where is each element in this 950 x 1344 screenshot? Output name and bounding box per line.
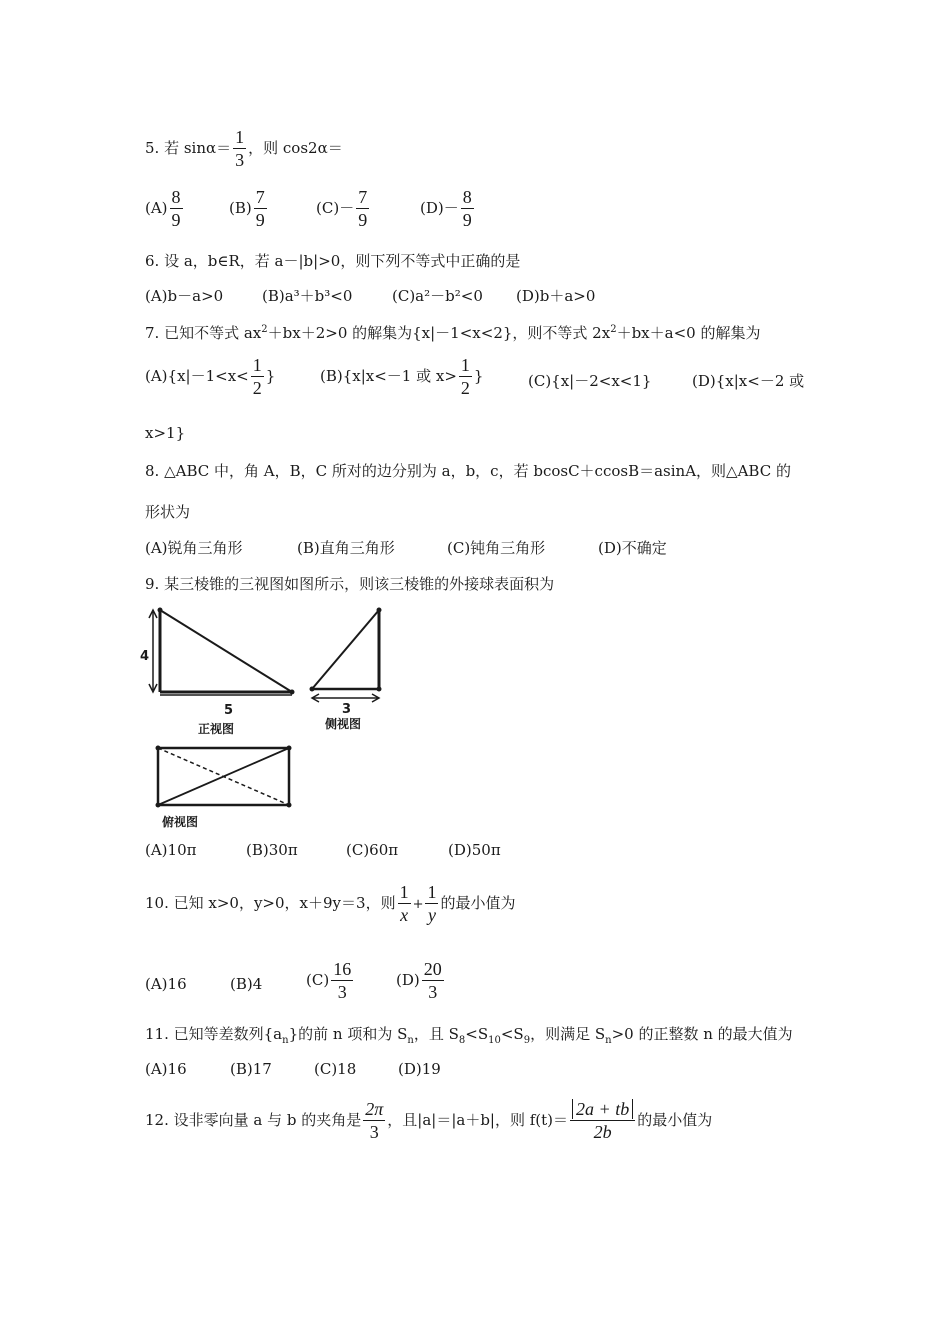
- fraction: $\frac{1}{2}$: [252, 355, 262, 398]
- fraction: $\frac{20}{3}$: [423, 959, 442, 1002]
- q5-option-b: (B) $\frac{7}{9}$: [229, 187, 265, 230]
- fraction: $\frac{1}{x}$: [399, 882, 409, 925]
- fraction: $\frac{8}{9}$: [462, 187, 472, 230]
- question-12: 12. 设非零向量 a 与 b 的夹角是 $\frac{2\pi}{3}$ ，且|a|＝|a＋b|，则 f(t)＝ $\frac{2a + tb}{2b}$ 的最小值为: [145, 1099, 713, 1142]
- question-7: 7. 已知不等式 $ax^2+bx+2>0$ 的解集为{x|－1<x<2}，则不等式 $2x^2+bx+a<0$ 的解集为: [145, 324, 761, 342]
- q6-option-d: (D)b＋a>0: [516, 287, 596, 305]
- fraction: $\frac{1}{2}$: [460, 355, 470, 398]
- top-view-label: 俯视图: [162, 815, 199, 829]
- q7-option-a: (A){x|－1<x< $\frac{1}{2}$ }: [145, 355, 276, 398]
- front-view-label: 正视图: [198, 722, 235, 736]
- q10-option-c: (C) $\frac{16}{3}$: [306, 959, 352, 1002]
- q11-option-d: (D)19: [398, 1060, 441, 1078]
- q7-option-b: (B){x|x<－1 或 x> $\frac{1}{2}$ }: [320, 355, 484, 398]
- front-view: [149, 610, 292, 695]
- dim-side-label: 3: [342, 702, 352, 717]
- fraction: $\frac{7}{9}$: [358, 187, 368, 230]
- side-view: [312, 610, 379, 702]
- fraction: $\frac{1}{3}$: [235, 127, 245, 170]
- q7-option-d-continued: x>1}: [145, 424, 186, 442]
- q5-option-d: (D)－ $\frac{8}{9}$: [420, 187, 472, 230]
- question-10: 10. 已知 x>0，y>0，x＋9y＝3，则 $\frac{1}{x}$ + $\frac{1}{y}$ 的最小值为: [145, 882, 516, 925]
- question-5: 5. 若 sinα＝ $\frac{1}{3}$ ，则 cos2α＝: [145, 127, 343, 170]
- question-9: 9. 某三棱锥的三视图如图所示，则该三棱锥的外接球表面积为: [145, 575, 555, 593]
- fraction: $\frac{2\pi}{3}$: [365, 1099, 384, 1142]
- fraction: $\frac{1}{y}$: [427, 882, 437, 925]
- q9-option-c: (C)60π: [346, 841, 399, 859]
- q10-option-d: (D) $\frac{20}{3}$: [396, 959, 442, 1002]
- side-view-label: 侧视图: [325, 717, 362, 731]
- q11-option-a: (A)16: [145, 1060, 187, 1078]
- q7-option-c: (C){x|－2<x<1}: [528, 372, 652, 390]
- q8-option-b: (B)直角三角形: [297, 539, 395, 557]
- q8-option-c: (C)钝角三角形: [447, 539, 546, 557]
- dim-height-label: 4: [140, 649, 150, 664]
- q11-option-c: (C)18: [314, 1060, 357, 1078]
- q9-option-b: (B)30π: [246, 841, 298, 859]
- q6-option-b: (B)a³＋b³<0: [262, 287, 353, 305]
- q9-option-a: (A)10π: [145, 841, 197, 859]
- top-view: [158, 748, 289, 805]
- fraction: $\frac{2a + tb}{2b}$: [570, 1100, 635, 1142]
- q11-option-b: (B)17: [230, 1060, 272, 1078]
- three-view-figure: [140, 600, 400, 835]
- question-8-continued: 形状为: [145, 503, 191, 521]
- q8-option-a: (A)锐角三角形: [145, 539, 243, 557]
- q5-option-a: (A) $\frac{8}{9}$: [145, 187, 181, 230]
- q9-option-d: (D)50π: [448, 841, 501, 859]
- q5-option-c: (C)－ $\frac{7}{9}$: [316, 187, 368, 230]
- q10-option-a: (A)16: [145, 975, 187, 993]
- question-8: 8. △ABC 中，角 A，B，C 所对的边分别为 a，b，c，若 bcosC＋ccosB＝asinA，则△ABC 的: [145, 462, 791, 480]
- question-6: 6. 设 a，b∈R，若 a－|b|>0，则下列不等式中正确的是: [145, 252, 521, 270]
- q7-option-d: (D){x|x<－2 或: [692, 372, 805, 390]
- q6-option-a: (A)b－a>0: [145, 287, 224, 305]
- fraction: $\frac{16}{3}$: [333, 959, 352, 1002]
- fraction: $\frac{8}{9}$: [171, 187, 181, 230]
- q8-option-d: (D)不确定: [598, 539, 667, 557]
- dim-front-label: 5: [224, 703, 234, 718]
- fraction: $\frac{7}{9}$: [255, 187, 265, 230]
- q10-option-b: (B)4: [230, 975, 263, 993]
- question-11: 11. 已知等差数列$\{a_n\}$的前 n 项和为 $S_n$，且 $S_8<S_{10}<S_9$，则满足 $S_n>0$ 的正整数 n 的最大值为: [145, 1025, 793, 1046]
- q6-option-c: (C)a²－b²<0: [392, 287, 483, 305]
